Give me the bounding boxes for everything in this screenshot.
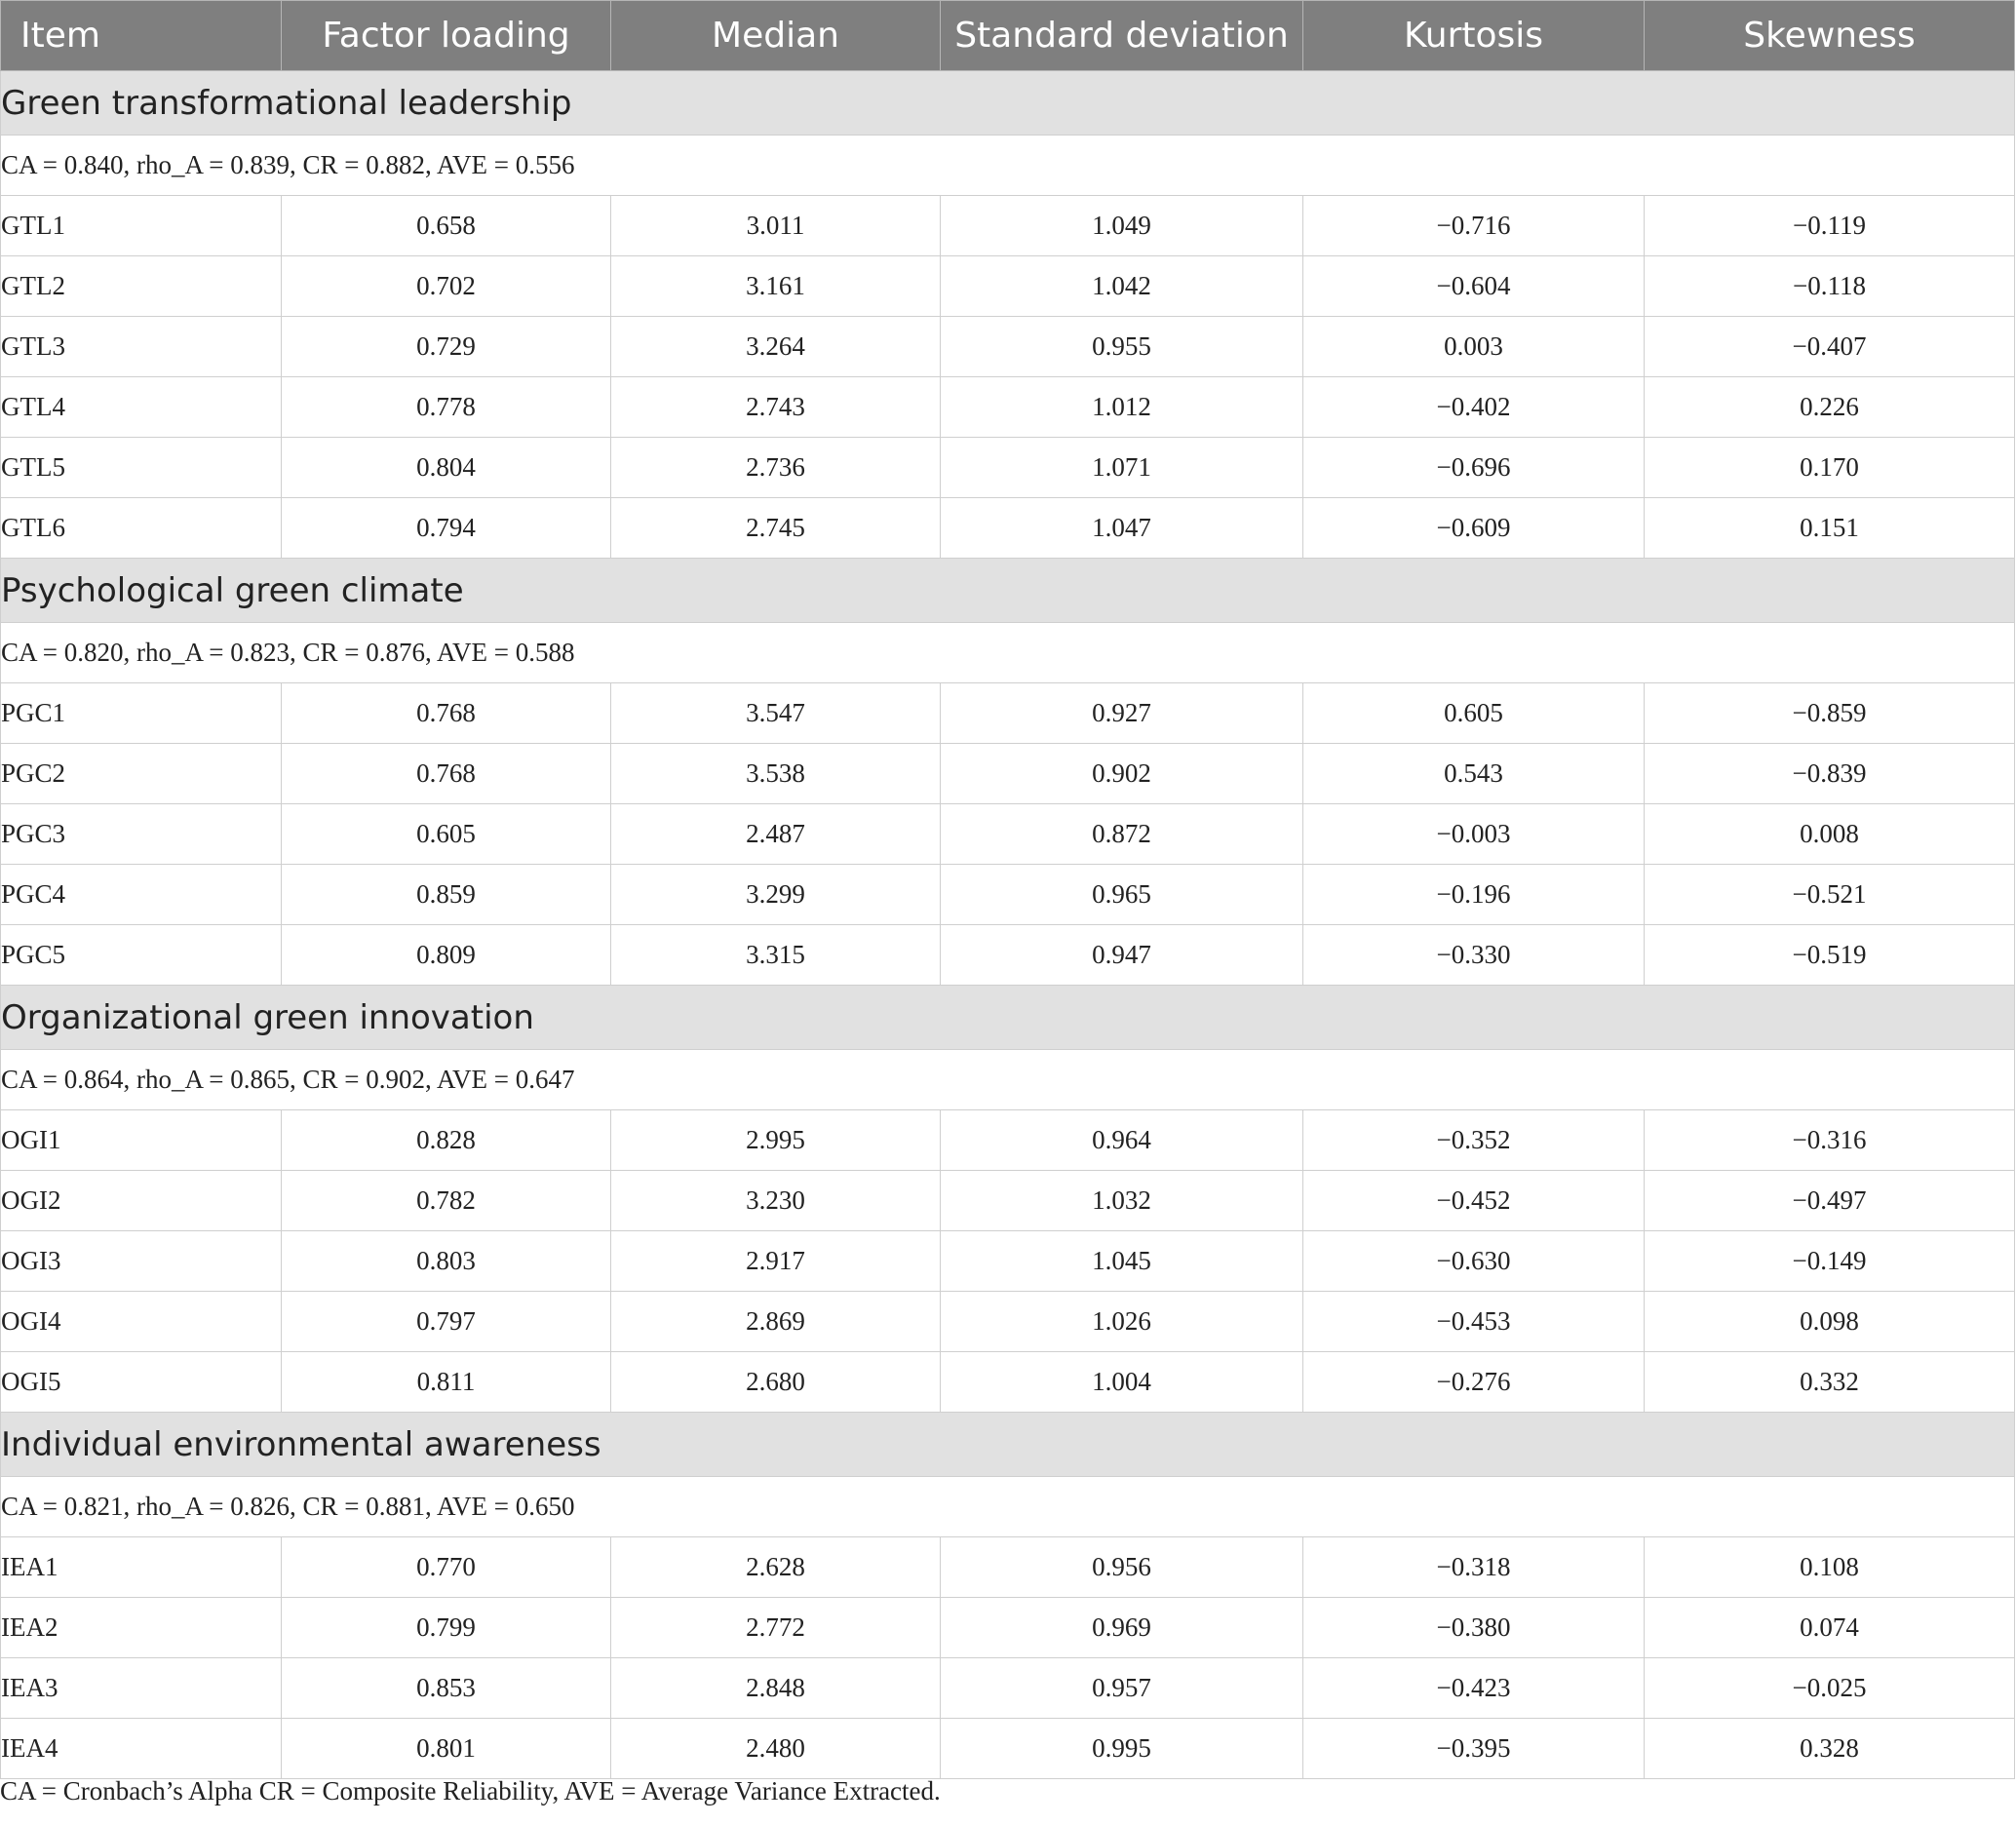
cell-item: PGC4 (1, 865, 282, 925)
cell-item: GTL6 (1, 498, 282, 559)
cell-factor-loading: 0.801 (282, 1719, 611, 1779)
cell-kurtosis: −0.352 (1303, 1110, 1645, 1171)
cell-kurtosis: −0.402 (1303, 377, 1645, 438)
section-title: Psychological green climate (1, 559, 2015, 623)
cell-item: GTL3 (1, 317, 282, 377)
cell-skewness: 0.151 (1645, 498, 2015, 559)
cell-factor-loading: 0.729 (282, 317, 611, 377)
header-row (1, 1, 2015, 71)
cell-standard-deviation: 0.955 (941, 317, 1303, 377)
cell-item: PGC1 (1, 683, 282, 744)
cell-standard-deviation: 1.032 (941, 1171, 1303, 1231)
cell-skewness: 0.008 (1645, 804, 2015, 865)
cell-factor-loading: 0.811 (282, 1352, 611, 1413)
cell-skewness: −0.519 (1645, 925, 2015, 986)
header-item: Item (1, 1, 282, 71)
cell-standard-deviation: 0.902 (941, 744, 1303, 804)
header-skewness: Skewness (1645, 1, 2015, 71)
cell-skewness: −0.839 (1645, 744, 2015, 804)
cell-factor-loading: 0.605 (282, 804, 611, 865)
cell-item: GTL5 (1, 438, 282, 498)
cell-kurtosis: −0.003 (1303, 804, 1645, 865)
cell-median: 3.161 (611, 256, 941, 317)
cell-kurtosis: −0.609 (1303, 498, 1645, 559)
cell-standard-deviation: 0.927 (941, 683, 1303, 744)
header-standard-deviation: Standard deviation (941, 1, 1303, 71)
cell-median: 3.315 (611, 925, 941, 986)
cell-median: 2.680 (611, 1352, 941, 1413)
cell-item: OGI5 (1, 1352, 282, 1413)
cell-skewness: −0.118 (1645, 256, 2015, 317)
section-stats-row (1, 1050, 2015, 1110)
cell-standard-deviation: 1.049 (941, 196, 1303, 256)
table-row (1, 1231, 2015, 1292)
section-header-row (1, 559, 2015, 623)
cell-factor-loading: 0.778 (282, 377, 611, 438)
table-row (1, 498, 2015, 559)
table-row (1, 1598, 2015, 1658)
cell-standard-deviation: 0.965 (941, 865, 1303, 925)
table-row (1, 1658, 2015, 1719)
table-footnote: CA = Cronbach’s Alpha CR = Composite Reliability, AVE = Average Variance Extracted. (0, 1776, 941, 1806)
cell-standard-deviation: 1.045 (941, 1231, 1303, 1292)
section-stats: CA = 0.840, rho_A = 0.839, CR = 0.882, AVE = 0.556 (1, 136, 2015, 196)
cell-standard-deviation: 1.004 (941, 1352, 1303, 1413)
cell-item: OGI4 (1, 1292, 282, 1352)
cell-skewness: 0.170 (1645, 438, 2015, 498)
cell-kurtosis: −0.318 (1303, 1537, 1645, 1598)
cell-skewness: −0.859 (1645, 683, 2015, 744)
table-row (1, 1719, 2015, 1779)
cell-standard-deviation: 0.872 (941, 804, 1303, 865)
section-stats: CA = 0.821, rho_A = 0.826, CR = 0.881, AVE = 0.650 (1, 1477, 2015, 1537)
cell-standard-deviation: 0.969 (941, 1598, 1303, 1658)
cell-median: 3.299 (611, 865, 941, 925)
section-header-row (1, 71, 2015, 136)
cell-item: GTL2 (1, 256, 282, 317)
table-row (1, 377, 2015, 438)
cell-standard-deviation: 0.947 (941, 925, 1303, 986)
table-row (1, 1352, 2015, 1413)
header-median: Median (611, 1, 941, 71)
cell-standard-deviation: 1.042 (941, 256, 1303, 317)
table-row (1, 683, 2015, 744)
cell-median: 3.264 (611, 317, 941, 377)
section-stats-row (1, 1477, 2015, 1537)
cell-kurtosis: 0.543 (1303, 744, 1645, 804)
cell-factor-loading: 0.702 (282, 256, 611, 317)
cell-kurtosis: −0.630 (1303, 1231, 1645, 1292)
cell-median: 2.736 (611, 438, 941, 498)
cell-median: 2.848 (611, 1658, 941, 1719)
cell-median: 2.995 (611, 1110, 941, 1171)
cell-standard-deviation: 0.956 (941, 1537, 1303, 1598)
cell-kurtosis: 0.003 (1303, 317, 1645, 377)
cell-factor-loading: 0.809 (282, 925, 611, 986)
table-row (1, 317, 2015, 377)
cell-factor-loading: 0.804 (282, 438, 611, 498)
cell-standard-deviation: 0.957 (941, 1658, 1303, 1719)
cell-item: IEA3 (1, 1658, 282, 1719)
table-row (1, 865, 2015, 925)
table-body (1, 71, 2015, 1779)
cell-median: 2.480 (611, 1719, 941, 1779)
cell-item: GTL4 (1, 377, 282, 438)
cell-item: IEA2 (1, 1598, 282, 1658)
table-row (1, 438, 2015, 498)
section-header-row (1, 986, 2015, 1050)
cell-factor-loading: 0.799 (282, 1598, 611, 1658)
cell-skewness: −0.521 (1645, 865, 2015, 925)
section-stats: CA = 0.820, rho_A = 0.823, CR = 0.876, AVE = 0.588 (1, 623, 2015, 683)
cell-median: 3.011 (611, 196, 941, 256)
cell-item: GTL1 (1, 196, 282, 256)
cell-kurtosis: −0.423 (1303, 1658, 1645, 1719)
cell-median: 2.869 (611, 1292, 941, 1352)
section-stats: CA = 0.864, rho_A = 0.865, CR = 0.902, AVE = 0.647 (1, 1050, 2015, 1110)
cell-skewness: −0.407 (1645, 317, 2015, 377)
cell-median: 3.230 (611, 1171, 941, 1231)
cell-skewness: 0.328 (1645, 1719, 2015, 1779)
cell-median: 3.547 (611, 683, 941, 744)
cell-skewness: 0.226 (1645, 377, 2015, 438)
cell-factor-loading: 0.658 (282, 196, 611, 256)
cell-item: OGI1 (1, 1110, 282, 1171)
cell-kurtosis: −0.453 (1303, 1292, 1645, 1352)
section-stats-row (1, 623, 2015, 683)
cell-item: IEA4 (1, 1719, 282, 1779)
cell-kurtosis: −0.395 (1303, 1719, 1645, 1779)
cell-factor-loading: 0.770 (282, 1537, 611, 1598)
table-row (1, 804, 2015, 865)
cell-factor-loading: 0.782 (282, 1171, 611, 1231)
section-header-row (1, 1413, 2015, 1477)
cell-kurtosis: −0.380 (1303, 1598, 1645, 1658)
cell-item: OGI2 (1, 1171, 282, 1231)
cell-kurtosis: −0.696 (1303, 438, 1645, 498)
cell-factor-loading: 0.768 (282, 744, 611, 804)
cell-factor-loading: 0.828 (282, 1110, 611, 1171)
section-stats-row (1, 136, 2015, 196)
cell-item: IEA1 (1, 1537, 282, 1598)
cell-skewness: −0.316 (1645, 1110, 2015, 1171)
cell-median: 2.628 (611, 1537, 941, 1598)
cell-median: 3.538 (611, 744, 941, 804)
cell-factor-loading: 0.803 (282, 1231, 611, 1292)
cell-standard-deviation: 1.026 (941, 1292, 1303, 1352)
table-row (1, 256, 2015, 317)
cell-skewness: 0.332 (1645, 1352, 2015, 1413)
table-row (1, 196, 2015, 256)
cell-median: 2.743 (611, 377, 941, 438)
cell-item: PGC5 (1, 925, 282, 986)
header-factor-loading: Factor loading (282, 1, 611, 71)
cell-kurtosis: −0.276 (1303, 1352, 1645, 1413)
cell-standard-deviation: 0.995 (941, 1719, 1303, 1779)
cell-skewness: 0.074 (1645, 1598, 2015, 1658)
cell-skewness: 0.098 (1645, 1292, 2015, 1352)
cell-kurtosis: −0.452 (1303, 1171, 1645, 1231)
cell-kurtosis: −0.330 (1303, 925, 1645, 986)
cell-standard-deviation: 1.012 (941, 377, 1303, 438)
cell-median: 2.917 (611, 1231, 941, 1292)
cell-skewness: −0.149 (1645, 1231, 2015, 1292)
cell-skewness: −0.119 (1645, 196, 2015, 256)
cell-factor-loading: 0.859 (282, 865, 611, 925)
cell-factor-loading: 0.853 (282, 1658, 611, 1719)
cell-factor-loading: 0.797 (282, 1292, 611, 1352)
cell-kurtosis: −0.196 (1303, 865, 1645, 925)
cell-factor-loading: 0.794 (282, 498, 611, 559)
table-row (1, 744, 2015, 804)
header-kurtosis: Kurtosis (1303, 1, 1645, 71)
cell-median: 2.772 (611, 1598, 941, 1658)
cell-kurtosis: −0.716 (1303, 196, 1645, 256)
cell-kurtosis: 0.605 (1303, 683, 1645, 744)
table-row (1, 1110, 2015, 1171)
table-row (1, 1537, 2015, 1598)
cell-median: 2.745 (611, 498, 941, 559)
cell-skewness: −0.497 (1645, 1171, 2015, 1231)
cell-item: PGC2 (1, 744, 282, 804)
cell-standard-deviation: 1.071 (941, 438, 1303, 498)
cell-standard-deviation: 1.047 (941, 498, 1303, 559)
cell-kurtosis: −0.604 (1303, 256, 1645, 317)
table-header (1, 1, 2015, 71)
cell-factor-loading: 0.768 (282, 683, 611, 744)
cell-standard-deviation: 0.964 (941, 1110, 1303, 1171)
section-title: Green transformational leadership (1, 71, 2015, 136)
cell-skewness: 0.108 (1645, 1537, 2015, 1598)
cell-median: 2.487 (611, 804, 941, 865)
cell-item: PGC3 (1, 804, 282, 865)
table-row (1, 925, 2015, 986)
cell-skewness: −0.025 (1645, 1658, 2015, 1719)
section-title: Organizational green innovation (1, 986, 2015, 1050)
table-row (1, 1171, 2015, 1231)
table-row (1, 1292, 2015, 1352)
cell-item: OGI3 (1, 1231, 282, 1292)
section-title: Individual environmental awareness (1, 1413, 2015, 1477)
